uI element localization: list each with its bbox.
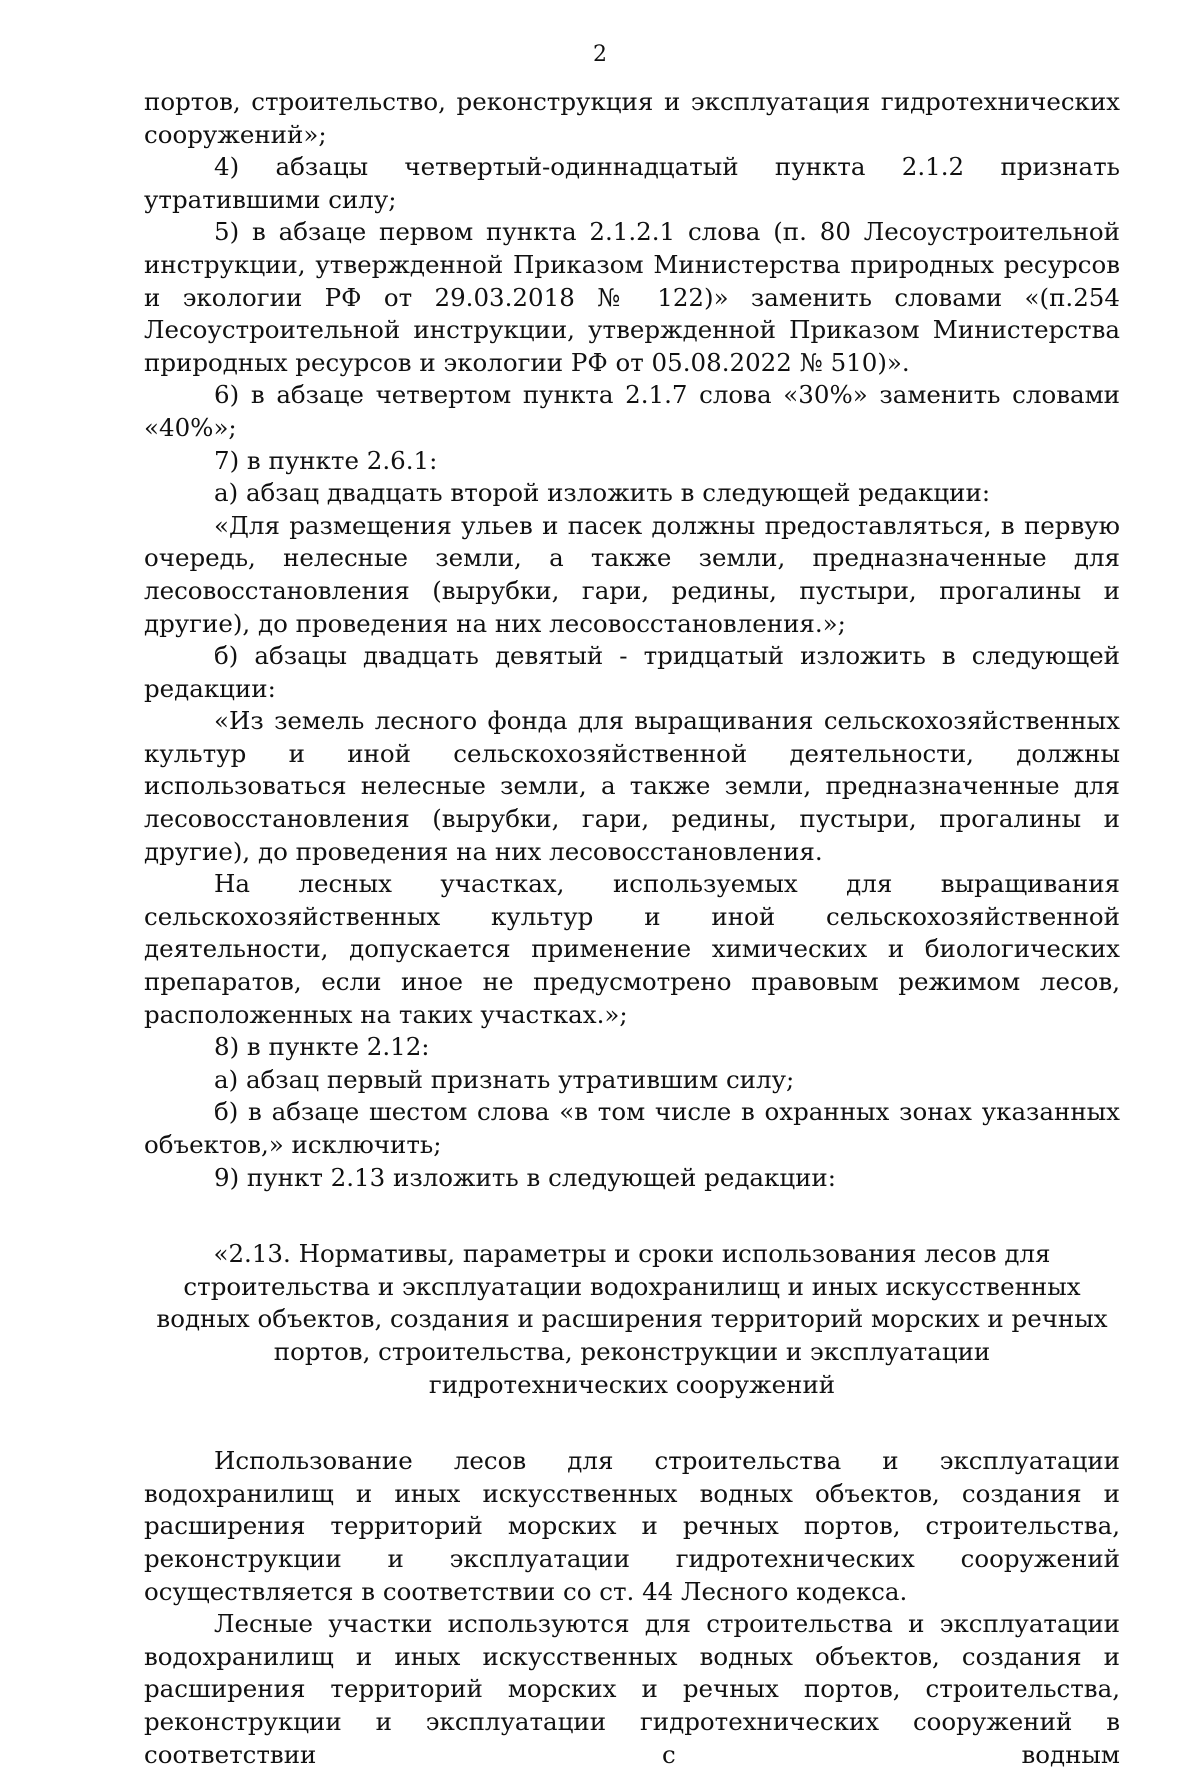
section-heading: «2.13. Нормативы, параметры и сроки использования лесов для строительства и эксплуатации водохранилищ и иных искусственных водных объектов, создания и расширения территорий морских и речных портов, строительства, реконструкции и эксплуатации гидротехнических сооружений xyxy=(156,1239,1108,1399)
paragraph: 4) абзацы четвертый-одиннадцатый пункта 2.1.2 признать утратившими силу; xyxy=(144,152,1120,214)
paragraph: Использование лесов для строительства и эксплуатации водохранилищ и иных искусственных водных объектов, создания и расширения территорий морских и речных портов, строительства, реконструкции и эксплуатации гидротехнических сооружений осуществляется в соответствии со ст. 44 Лесного кодекса. xyxy=(144,1446,1120,1606)
paragraph: Лесные участки используются для строительства и эксплуатации водохранилищ и иных искусственных водных объектов, создания и расширения территорий морских и речных портов, строительства, реконструкции и эксплуатации гидротехнических сооружений в соответствии с водным xyxy=(144,1609,1120,1769)
paragraph: б) абзацы двадцать девятый - тридцатый изложить в следующей редакции: xyxy=(144,641,1120,703)
paragraph: 7) в пункте 2.6.1: xyxy=(214,445,438,475)
paragraph: а) абзац первый признать утратившим силу; xyxy=(214,1064,795,1094)
paragraph: а) абзац двадцать второй изложить в следующей редакции: xyxy=(214,478,991,508)
paragraph: 6) в абзаце четвертом пункта 2.1.7 слова «30%» заменить словами «40%»; xyxy=(144,380,1120,442)
paragraph: 8) в пункте 2.12: xyxy=(214,1032,430,1062)
paragraph: 5) в абзаце первом пункта 2.1.2.1 слова (п. 80 Лесоустроительной инструкции, утвержденной Приказом Министерства природных ресурсов и экологии РФ от 29.03.2018 № 122)» заменить словами «(п.254 Лесоустроительной инструкции, утвержденной Приказом Министерства природных ресурсов и экологии РФ от 05.08.2022 № 510)». xyxy=(144,217,1120,377)
paragraph: «Из земель лесного фонда для выращивания сельскохозяйственных культур и иной сельскохозяйственной деятельности, должны использоваться нелесные земли, а также земли, предназначенные для лесовосстановления (вырубки, гари, редины, пустыри, прогалины и другие), до проведения на них лесовосстановления. xyxy=(144,706,1120,866)
paragraph: На лесных участках, используемых для выращивания сельскохозяйственных культур и иной сельскохозяйственной деятельности, допускается применение химических и биологических препаратов, если иное не предусмотрено правовым режимом лесов, расположенных на таких участках.»; xyxy=(144,869,1120,1029)
paragraph: портов, строительство, реконструкция и эксплуатация гидротехнических сооружений»; xyxy=(144,87,1120,149)
paragraph: б) в абзаце шестом слова «в том числе в охранных зонах указанных объектов,» исключить; xyxy=(144,1097,1120,1159)
page-number: 2 xyxy=(593,42,607,67)
document-body xyxy=(144,86,1120,1771)
paragraph: «Для размещения ульев и пасек должны предоставляться, в первую очередь, нелесные земли, а также земли, предназначенные для лесовосстановления (вырубки, гари, редины, пустыри, прогалины и другие), до проведения на них лесовосстановления.»; xyxy=(144,510,1120,638)
paragraph: 9) пункт 2.13 изложить в следующей редакции: xyxy=(214,1162,836,1192)
spacer xyxy=(144,1401,1120,1445)
